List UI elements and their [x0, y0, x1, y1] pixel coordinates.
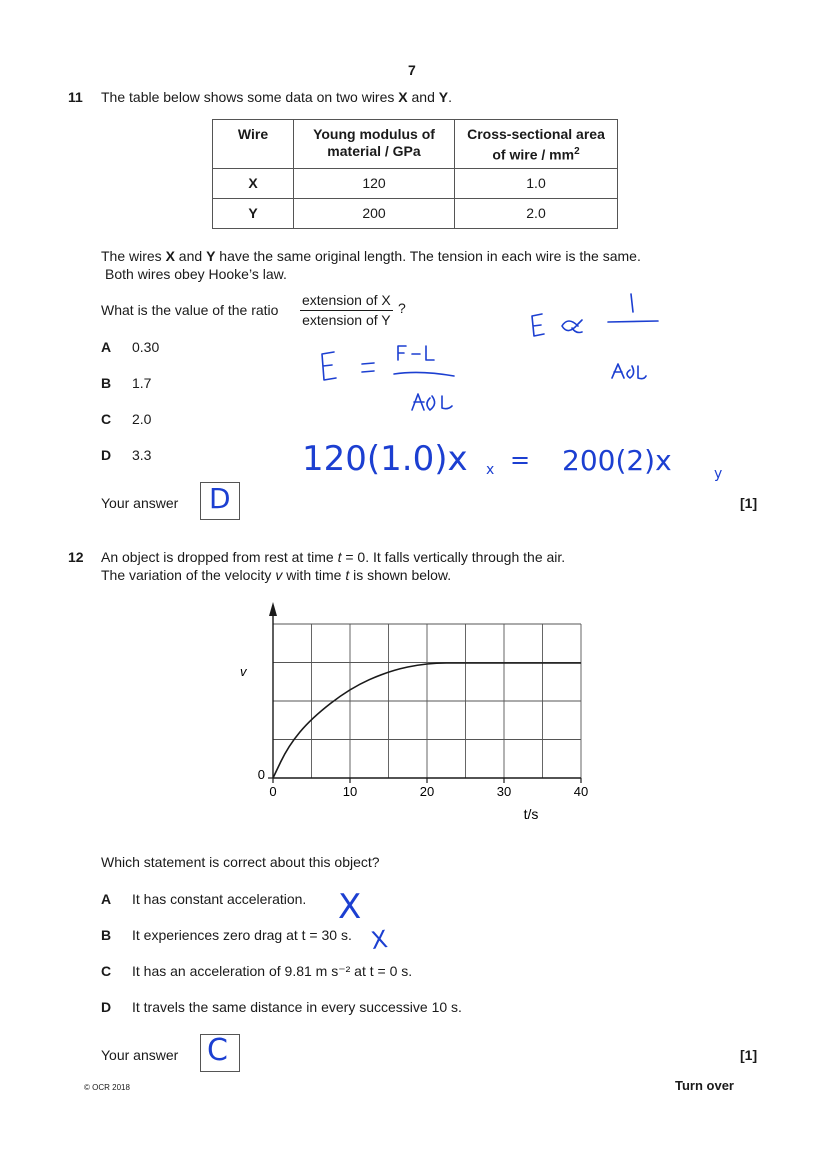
q11-intro-and: and: [407, 89, 439, 105]
q12-your-answer-label: Your answer: [101, 1047, 179, 1063]
q11-number: 11: [68, 89, 83, 105]
table-header-area: [455, 120, 618, 169]
turn-over-label: Turn over: [675, 1078, 734, 1093]
wire-data-table-wrap: [212, 119, 618, 229]
table-header-row: [213, 120, 618, 169]
q11-option-a-letter: A: [101, 339, 112, 355]
y-axis-label: v: [240, 664, 247, 679]
q11-statement-line2: Both wires obey Hooke’s law.: [105, 266, 287, 282]
q12-option-c-letter: C: [101, 963, 112, 979]
working-line3-right: 200(2)x: [562, 444, 672, 477]
table-cell-area: 1.0: [455, 168, 618, 198]
q12-option-d-text: It travels the same distance in every successive 10 s.: [132, 999, 462, 1015]
q11-option-a-text: 0.30: [132, 339, 160, 355]
ratio-denominator: extension of Y: [302, 312, 391, 328]
q12-intro-line1: [101, 549, 565, 565]
q12-intro2-t: t: [345, 567, 350, 583]
q11-option-c-text: 2.0: [132, 411, 152, 427]
x-axis-label: t/s: [523, 806, 539, 822]
table-header-wire: Wire: [213, 120, 294, 169]
q11-question: What is the value of the ratio: [101, 302, 279, 318]
y-axis-arrow-icon: [269, 602, 277, 616]
working-line3: [302, 439, 722, 482]
handwritten-cross-a: X: [338, 887, 362, 927]
working-line3-left: 120(1.0)x: [302, 439, 468, 479]
table-row: [213, 198, 618, 228]
q11-statement-text: The wires: [101, 248, 166, 264]
working-line2: [322, 346, 454, 410]
q11-statement-line1: [101, 248, 641, 264]
q11-option-c-letter: C: [101, 411, 112, 427]
q12-option-b-text: It experiences zero drag at t = 30 s.: [132, 927, 352, 943]
x-tick-label: 40: [573, 784, 589, 799]
chart-grid: [273, 624, 581, 778]
x-tick-label: 0: [269, 784, 277, 799]
ratio-question-mark: ?: [398, 300, 406, 316]
working-line3-sub-y: y: [714, 466, 723, 482]
x-tick-label: 20: [419, 784, 435, 799]
table-header-area-sup: 2: [574, 146, 580, 157]
q12-option-d-letter: D: [101, 999, 112, 1015]
ratio-numerator: extension of X: [300, 292, 393, 311]
q11-statement-y: Y: [206, 248, 216, 264]
q12-intro2-mid: with time: [282, 567, 346, 583]
q12-handwritten-answer: C: [207, 1033, 228, 1068]
q11-handwritten-working: [300, 286, 740, 496]
copyright-notice: © OCR 2018: [84, 1083, 130, 1092]
q12-intro-line2: [101, 567, 451, 583]
working-line3-equals: =: [510, 446, 531, 474]
q12-intro-t: t: [337, 549, 342, 565]
q11-option-b-letter: B: [101, 375, 112, 391]
q11-option-d-text: 3.3: [132, 447, 152, 463]
q11-statement-rest: have the same original length. The tension in each wire is the same.: [215, 248, 641, 264]
table-row: [213, 168, 618, 198]
q11-intro-text: The table below shows some data on two wires: [101, 89, 399, 105]
q12-question: Which statement is correct about this object?: [101, 854, 380, 870]
q12-intro2-v: v: [275, 567, 283, 583]
q11-handwritten-answer: D: [209, 482, 231, 515]
q12-intro2-text: The variation of the velocity: [101, 567, 276, 583]
wire-data-table: [212, 119, 618, 229]
table-cell-wire: X: [213, 168, 294, 198]
q11-your-answer-label: Your answer: [101, 495, 179, 511]
table-cell-area: 2.0: [455, 198, 618, 228]
q11-intro-x: X: [398, 89, 408, 105]
table-cell-modulus: 200: [294, 198, 455, 228]
chart-ticks: [258, 767, 588, 799]
velocity-time-chart: [220, 596, 620, 832]
page-number: 7: [408, 62, 416, 78]
q12-answer-box[interactable]: [200, 1034, 240, 1072]
q12-number: 12: [68, 549, 84, 565]
y-tick-label: 0: [257, 767, 265, 782]
q11-intro-y: Y: [438, 89, 449, 105]
q11-statement-and: and: [174, 248, 207, 264]
table-header-modulus: Young modulus of material / GPa: [294, 120, 455, 169]
working-line3-sub-x: x: [486, 462, 495, 478]
handwritten-cross-b: X: [369, 924, 390, 956]
x-tick-label: 30: [496, 784, 512, 799]
q11-answer-box[interactable]: [200, 482, 240, 520]
q11-statement-x: X: [165, 248, 175, 264]
table-cell-modulus: 120: [294, 168, 455, 198]
q12-intro2-end: is shown below.: [349, 567, 452, 583]
q12-option-a-letter: A: [101, 891, 112, 907]
table-header-area-text: Cross-sectional area of wire / mm: [467, 126, 605, 163]
q12-intro-rest: = 0. It falls vertically through the air.: [341, 549, 566, 565]
q12-option-b-letter: B: [101, 927, 112, 943]
working-line1: [532, 294, 658, 379]
q12-option-c-text: It has an acceleration of 9.81 m s⁻² at t = 0 s.: [132, 963, 413, 979]
q11-marks: [1]: [740, 495, 758, 511]
q12-option-a-text: It has constant acceleration.: [132, 891, 307, 907]
x-tick-label: 10: [342, 784, 358, 799]
q12-intro-text: An object is dropped from rest at time: [101, 549, 338, 565]
q11-intro: [101, 89, 452, 105]
chart-axes: [269, 602, 581, 778]
q12-marks: [1]: [740, 1047, 758, 1063]
q11-intro-end: .: [448, 89, 452, 105]
q11-option-d-letter: D: [101, 447, 112, 463]
table-cell-wire: Y: [213, 198, 294, 228]
q11-option-b-text: 1.7: [132, 375, 152, 391]
